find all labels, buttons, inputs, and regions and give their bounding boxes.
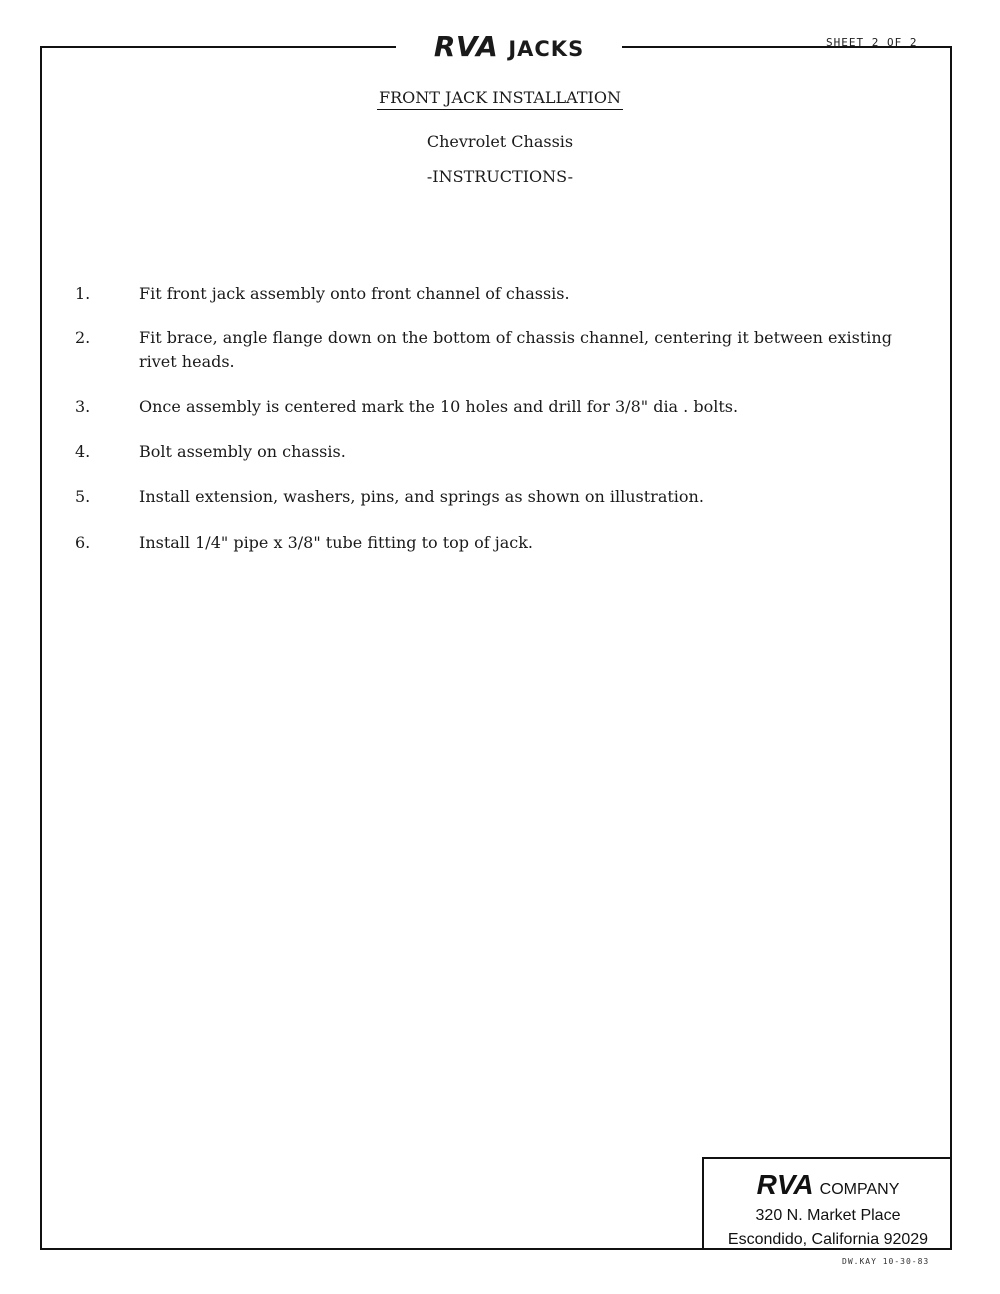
- step-text: Fit front jack assembly onto front channel of chassis.: [139, 284, 570, 303]
- header-logo: RVA: [433, 30, 499, 63]
- company-city: Escondido, California 92029: [727, 1231, 929, 1248]
- page-border: [40, 46, 952, 1250]
- step-number: 2.: [75, 328, 91, 347]
- drawn-by-note: DW.KAY 10-30-83: [842, 1257, 930, 1266]
- step-number: 1.: [75, 284, 91, 303]
- step-number: 3.: [75, 397, 91, 416]
- document-title: [0, 88, 1000, 107]
- step-text: Install 1/4" pipe x 3/8" tube fitting to top of jack.: [139, 533, 534, 552]
- company-logo: RVA: [756, 1169, 814, 1200]
- company-title-block: [702, 1157, 952, 1250]
- step-text: Fit brace, angle flange down on the bottom of chassis channel, centering it between existing rivet heads.: [139, 328, 892, 371]
- header-title: [396, 30, 622, 63]
- sheet-number: SHEET 2 OF 2: [826, 36, 918, 49]
- company-name: COMPANY: [819, 1181, 900, 1198]
- company-name-line: [704, 1169, 952, 1201]
- step-text: Once assembly is centered mark the 10 holes and drill for 3/8" dia . bolts.: [139, 397, 739, 416]
- header-rule-left: [40, 46, 396, 48]
- step-text: Install extension, washers, pins, and springs as shown on illustration.: [139, 487, 704, 506]
- step-number: 6.: [75, 533, 91, 552]
- section-heading: -INSTRUCTIONS-: [426, 167, 574, 186]
- company-address: 320 N. Market Place: [755, 1207, 901, 1224]
- document-title-text: FRONT JACK INSTALLATION: [377, 88, 623, 110]
- step-number: 5.: [75, 487, 91, 506]
- document-subtitle: Chevrolet Chassis: [426, 132, 574, 151]
- step-text: Bolt assembly on chassis.: [139, 442, 346, 461]
- step-number: 4.: [75, 442, 91, 461]
- header-title-word: JACKS: [508, 37, 585, 61]
